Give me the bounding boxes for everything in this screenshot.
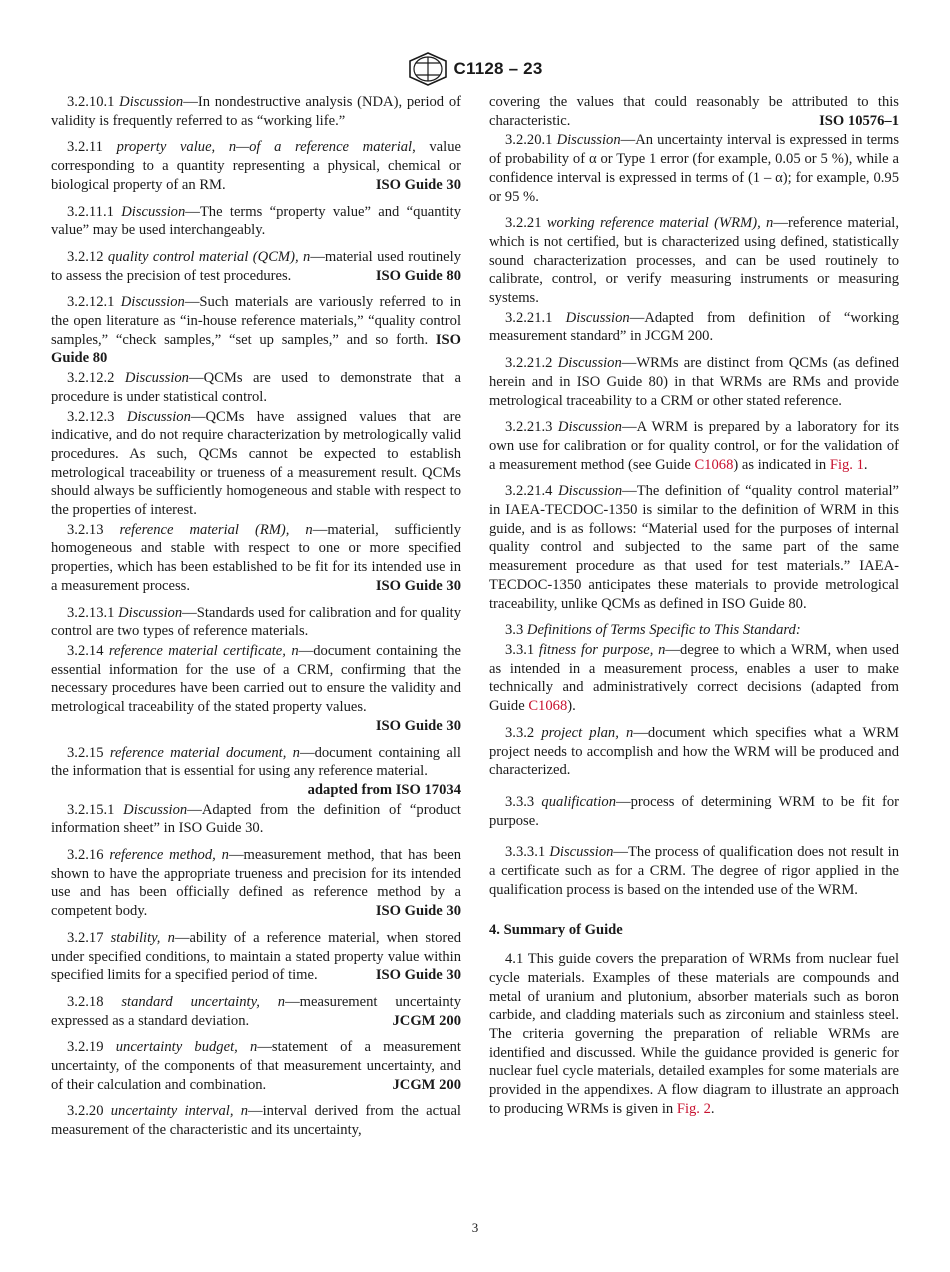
definition-fitness-for-purpose: 3.3.1 fitness for purpose, n—degree to which a WRM, when used as intended in a measurement process, enables a user to make technically and administratively correct decisions (adapted from Guide C1068). — [489, 641, 900, 715]
definition-qualification: 3.3.3 qualification—process of determining WRM to be fit for purpose. — [489, 793, 899, 829]
paragraph-3-2-11-1: 3.2.11.1 Discussion—The terms “property value” and “quantity value” may be used interchangeably. — [51, 203, 461, 239]
paragraph-3-2-13-1: 3.2.13.1 Discussion—Standards used for calibration and for quality control are two types of reference materials. — [51, 604, 461, 640]
source-citation: ISO Guide 80 — [51, 331, 461, 367]
source-citation: ISO Guide 80 — [375, 267, 461, 284]
source-citation: ISO Guide 30 — [375, 577, 461, 594]
paragraph-3-3-3-1: 3.3.3.1 Discussion—The process of qualification does not result in a certificate such as for a CRM. The degree of rigor applied in the qualification process is based on the intended use of the WRM. — [489, 844, 900, 898]
paragraph-3-2-12-2: 3.2.12.2 Discussion—QCMs are used to demonstrate that a procedure is under statistical control. — [51, 370, 461, 405]
paragraph-3-2-10-1: 3.2.10.1 Discussion—In nondestructive analysis (NDA), period of validity is frequently referred to as “working life.” — [51, 94, 461, 129]
link-fig-1[interactable]: Fig. 1 — [829, 456, 864, 473]
paragraph-3-2-21-1: 3.2.21.1 Discussion—Adapted from definition of “working measurement standard” in JCGM 200. — [489, 309, 899, 345]
left-column — [51, 93, 461, 1148]
paragraph-3-2-12-1: 3.2.12.1 Discussion—Such materials are variously referred to in the open literature as “in-house reference materials,” “quality control samples,” “check samples,” “set up samples,” and so forth. ISO Guide 80 — [51, 294, 461, 367]
source-citation: ISO Guide 30 — [375, 967, 461, 984]
source-citation: adapted from ISO 17034 — [307, 781, 461, 798]
section-4-heading: 4. Summary of Guide — [489, 922, 623, 939]
link-c1068[interactable]: C1068 — [528, 698, 568, 715]
definition-reference-material: 3.2.13 reference material (RM), n—material, sufficiently homogeneous and stable with respect to one or more specified properties, which has been established to be fit for its intended use in a measurement process. ISO Guide 30 — [51, 521, 461, 594]
paragraph-3-2-21-3: 3.2.21.3 Discussion—A WRM is prepared by a laboratory for its own use for calibration or for quality control, or for the validation of a measurement method (see Guide C1068) as indicated in Fig. 1. — [489, 419, 899, 473]
source-citation: JCGM 200 — [392, 1076, 461, 1093]
source-citation: ISO 10576–1 — [819, 112, 899, 129]
paragraph-3-2-20-1: 3.2.20.1 Discussion—An uncertainty interval is expressed in terms of probability of α or Type 1 error (for example, 0.05 or 5 %), while a confidence interval is expressed in terms of (1 – α); for example, 0.95 or 95 %. — [489, 132, 899, 205]
astm-logo-icon — [408, 52, 448, 86]
subsection-3-3-heading: 3.3 Definitions of Terms Specific to This Standard: — [505, 622, 801, 639]
definition-reference-method: 3.2.16 reference method, n—measurement method, that has been shown to have the appropriate trueness and precision for its intended use and has been officially defined as reference method by a competent body. ISO Guide 30 — [51, 847, 462, 920]
link-c1068[interactable]: C1068 — [694, 456, 734, 473]
definition-working-reference-material: 3.2.21 working reference material (WRM), n—reference material, which is not certified, but is characterized using defined, statistically sound characterization processes, and can be used routinely to calibrate, control, or verify measuring instruments or measuring systems. — [489, 215, 900, 307]
source-citation: ISO Guide 30 — [375, 903, 461, 920]
definition-property-value: 3.2.11 property value, n—of a reference material, value corresponding to a quantity representing a physical, chemical or biological property of an RM. ISO Guide 30 — [51, 139, 461, 193]
source-citation: ISO Guide 30 — [375, 176, 461, 193]
definition-project-plan: 3.3.2 project plan, n—document which specifies what a WRM project needs to accomplish and how the WRM will be produced and characterized. — [489, 724, 899, 779]
definition-uncertainty-interval: 3.2.20 uncertainty interval, n—interval derived from the actual measurement of the characteristic and its uncertainty, — [51, 1103, 461, 1139]
right-column — [489, 93, 899, 1126]
definition-stability: 3.2.17 stability, n—ability of a reference material, when stored under specified conditions, to maintain a stated property value within specified limits for a specified period of time. ISO Guide 30 — [51, 929, 462, 984]
paragraph-3-2-21-4: 3.2.21.4 Discussion—The definition of “quality control material” in IAEA-TECDOC-1350 is similar to the definition of WRM in this guide, and is as follows: “Material used for the purposes of internal quality control and subjected to the same part of the same measurement procedure as that used for test materials.” IAEA-TECDOC-1350 anticipates these materials to provide metrological traceability, unlike QCMs as defined in ISO Guide 80. — [489, 483, 899, 612]
definition-standard-uncertainty: 3.2.18 standard uncertainty, n—measurement uncertainty expressed as a standard deviation. JCGM 200 — [51, 993, 461, 1029]
source-citation: ISO Guide 30 — [375, 717, 461, 734]
definition-uncertainty-budget: 3.2.19 uncertainty budget, n—statement of a measurement uncertainty, of the components of that measurement uncertainty, and of their calculation and combination. JCGM 200 — [51, 1039, 461, 1093]
standard-designation: C1128 – 23 — [453, 59, 543, 78]
page-header — [0, 52, 950, 86]
paragraph-3-2-21-2: 3.2.21.2 Discussion—WRMs are distinct from QCMs (as defined herein and in ISO Guide 80) in that WRMs are RMs and provide metrological traceability to a CRM or other stated reference. — [489, 355, 899, 409]
paragraph-3-2-12-3: 3.2.12.3 Discussion—QCMs have assigned values that are indicative, and do not require characterization by metrologically valid procedures. As such, QCMs cannot be expected to establish metrological traceability or trueness of a measurement result. QCMs should always be sufficiently homogeneous and stable with respect to the properties of interest. — [51, 408, 461, 519]
paragraph-3-2-15-1: 3.2.15.1 Discussion—Adapted from the definition of “product information sheet” in ISO Guide 30. — [51, 801, 461, 837]
source-citation: JCGM 200 — [392, 1012, 461, 1029]
paragraph-4-1: 4.1 This guide covers the preparation of WRMs from nuclear fuel cycle materials. Examples of these materials are compounds and metal of uranium and plutonium, absorber materials such as boron carbide, and cladding materials such as zirconium and stainless steel. The criteria governing the preparation of reliable WRMs are identified and discussed. While the guidance provided is generic for nuclear fuel cycle materials, detailed examples for some materials are provided in the appendixes. A flow diagram to illustrate an approach to producing WRMs is given in Fig. 2. — [489, 951, 900, 1117]
page-number: 3 — [471, 1220, 479, 1235]
definition-uncertainty-interval-continued: covering the values that could reasonably be attributed to this characteristic. ISO 10576–1 — [489, 94, 899, 129]
link-fig-2[interactable]: Fig. 2 — [676, 1100, 711, 1117]
definition-quality-control-material: 3.2.12 quality control material (QCM), n—material used routinely to assess the precision of test procedures. ISO Guide 80 — [51, 248, 461, 284]
definition-reference-material-certificate: 3.2.14 reference material certificate, n—document containing the essential information for the use of a CRM, confirming that the necessary procedures have been carried out to ensure the validity and metrological traceability of the stated property values. ISO Guide 30 — [51, 642, 461, 734]
definition-reference-material-document: 3.2.15 reference material document, n—document containing all the information that is essential for using any reference material. adapted from ISO 17034 — [51, 744, 461, 798]
